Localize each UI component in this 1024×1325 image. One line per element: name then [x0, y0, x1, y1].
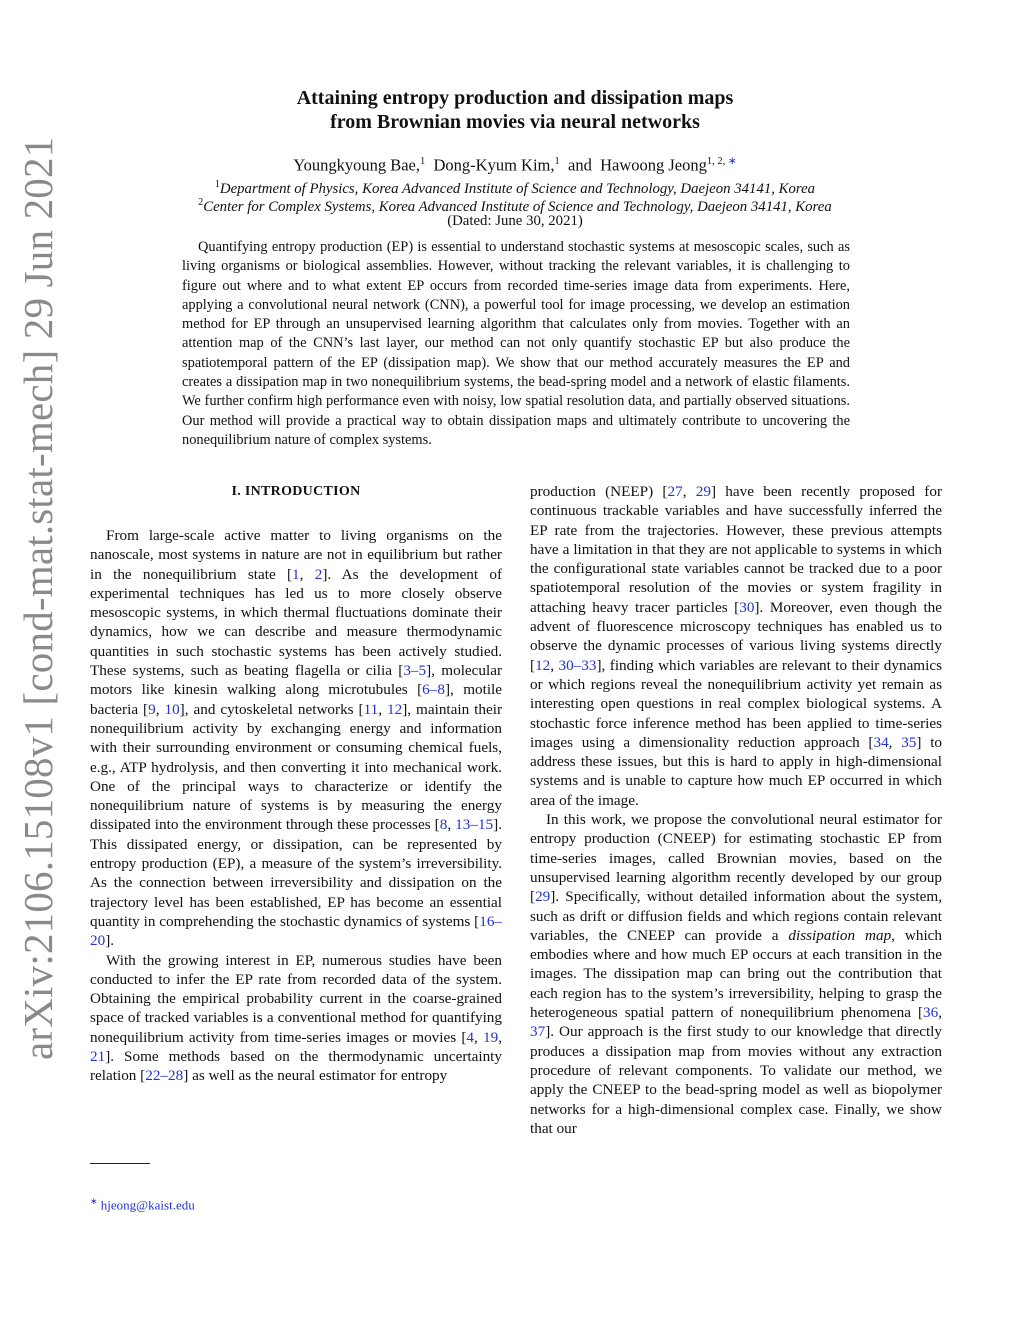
- citation-link[interactable]: 19: [483, 1028, 499, 1046]
- footnote-mark: ∗: [90, 1196, 98, 1206]
- citation-link[interactable]: 9: [148, 700, 156, 718]
- author-2: Dong-Kyum Kim,: [433, 155, 555, 175]
- author-1: Youngkyoung Bae,: [293, 155, 420, 175]
- citation-link[interactable]: 13–15: [455, 816, 494, 834]
- affiliation-1-mark: 1: [214, 179, 220, 190]
- author-1-affil: 1: [420, 156, 426, 167]
- corresponding-author-link[interactable]: ∗: [727, 156, 737, 167]
- citation-link[interactable]: 12: [535, 656, 551, 674]
- emphasis-dissipation-map: dissipation map: [788, 926, 892, 944]
- author-3-affil: 1, 2, ∗: [706, 156, 737, 167]
- paper-title: [180, 86, 850, 134]
- title-line-2: from Brownian movies via neural networks: [330, 111, 700, 133]
- footnote-rule: [90, 1163, 150, 1164]
- citation-link[interactable]: 1: [292, 565, 300, 583]
- author-2-affil: 1: [554, 156, 560, 167]
- left-column: [90, 482, 502, 1086]
- citation-link[interactable]: 8: [439, 816, 448, 834]
- citation-link[interactable]: 2: [314, 565, 323, 583]
- affiliation-2-text: Center for Complex Systems, Korea Advanced Institute of Science and Technology, Daejeon 34141, Korea: [203, 198, 832, 215]
- citation-link[interactable]: 21: [90, 1048, 106, 1066]
- section-heading: I. INTRODUCTION: [231, 484, 361, 499]
- abstract: Quantifying entropy production (EP) is essential to understand stochastic systems at mesoscopic scales, such as living organisms or biological assemblies. However, without tracking the relevant variables, it is challenging to figure out where and to what extent EP occurs from recorded time-series image data from experiments. Here, applying a convolutional neural network (CNN), a powerful tool for image processing, we develop an estimation method for EP through an unsupervised learning algorithm that calculates only from movies. Together with an attention map of the CNN’s last layer, our method can not only quantify stochastic EP but also produce the spatiotemporal pattern of the EP (dissipation map). We show that our method accurately measures the EP and creates a dissipation map in two nonequilibrium systems, the bead-spring model and a network of elastic filaments. We further confirm high performance even with noisy, low spatial resolution data, and partially observed situations. Our method will provide a practical way to obtain dissipation maps and ultimately contribute to uncovering the nonequilibrium nature of complex systems.: [182, 239, 850, 448]
- citation-link[interactable]: 12: [387, 700, 403, 718]
- citation-link[interactable]: 36: [923, 1004, 939, 1022]
- email-link[interactable]: hjeong@kaist.edu: [100, 1197, 195, 1213]
- citation-link[interactable]: 16–20: [90, 912, 502, 950]
- citation-link[interactable]: 4: [466, 1028, 475, 1046]
- citation-link[interactable]: 22–28: [145, 1067, 184, 1085]
- citation-link[interactable]: 10: [164, 700, 180, 718]
- right-column: [530, 482, 942, 1138]
- affiliation-2-mark: 2: [198, 197, 204, 208]
- intro-paragraph-4: In this work, we propose the convolutional neural estimator for entropy production (CNEEP) for estimating stochastic EP from time-series images, called Brownian movies, based on the unsupervised learning algorithm recently developed by our group [29]. Specifically, without detailed information about the system, such as drift or diffusion fields and which regions contain relevant variables, the CNEEP can provide a dissipation map, which embodies where and how much EP occurs at each transition in the images. The dissipation map can bring out the contribution that each region has to the system’s irreversibility, helping to grasp the heterogeneous spatial pattern of nonequilibrium phenomena [36, 37]. Our approach is the first study to our knowledge that directly produces a dissipation map from movies without any extraction procedure of relevant components. To validate our method, we apply the CNEEP to the bead-spring model as well as biopolymer networks for a high-dimensional complex case. Finally, we show that our: [530, 811, 943, 1137]
- intro-paragraph-1: From large-scale active matter to living organisms on the nanoscale, most systems in nature are not in equilibrium but rather in the nonequilibrium state [1, 2]. As the development of experimental techniques has led us to more closely observe mesoscopic systems, in which thermal fluctuations dominate their dynamics, how we can describe and measure thermodynamic quantities in such stochastic systems has been actively studied. These systems, such as beating flagella or cilia [3–5], molecular motors like kinesin walking along microtubules [6–8], motile bacteria [9, 10], and cytoskeletal networks [11, 12], maintain their nonequilibrium activity by exchanging energy and information with their surrounding environment or consuming chemical fuels, e.g., ATP hydrolysis, and then converting it into mechanical work. One of the principal ways to characterize or identify the nonequilibrium nature of systems is by measuring the energy dissipated into the environment through these processes [8, 13–15]. This dissipated energy, or dissipation, can be represented by entropy production (EP), a measure of the system’s irreversibility. As the connection between irreversibility and dissipation on the trajectory level has been established, EP has become an essential quantity in comprehending the stochastic dynamics of systems [16–20].: [90, 527, 503, 950]
- title-line-1: Attaining entropy production and dissipation maps: [296, 87, 734, 109]
- dated-line: (Dated: June 30, 2021): [447, 213, 583, 229]
- author-conjunction: and: [568, 155, 592, 175]
- citation-link[interactable]: 29: [695, 483, 711, 500]
- citation-link[interactable]: 27: [667, 483, 683, 500]
- citation-link[interactable]: 34: [873, 733, 889, 751]
- intro-paragraph-3: production (NEEP) [27, 29] have been recently proposed for continuous trackable variables and have successfully inferred the EP rate from the trajectories. However, these previous attempts have a limitation in that they are not applicable to systems in which the configurational state variables cannot be tracked due to a poor spatiotemporal resolution of the movies or system fragility in attaching heavy tracer particles [30]. Moreover, even though the advent of fluorescence microscopy techniques has enabled us to observe the dynamic processes of various living systems directly [12, 30–33], finding which variables are relevant to their dynamics or which regions reveal the nonequilibrium activity yet remain as interesting open questions in real complex biological systems. A stochastic force inference method has been applied to time-series images using a dimensionality reduction approach [34, 35] to address these issues, but this is hard to apply in high-dimensional systems and is unable to capture how much EP occurred in which area of the image.: [530, 483, 943, 809]
- citation-link[interactable]: 30: [739, 598, 755, 616]
- author-list: [180, 152, 850, 176]
- intro-paragraph-2: With the growing interest in EP, numerous studies have been conducted to infer the EP rate from recorded data of the system. Obtaining the empirical probability current in the coarse-grained space of tracked variables is a conventional method for quantifying nonequilibrium activity from time-series images or movies [4, 19, 21]. Some methods based on the thermodynamic uncertainty relation [22–28] as well as the neural estimator for entropy: [90, 951, 503, 1085]
- footnote: [90, 1193, 195, 1213]
- citation-link[interactable]: 29: [535, 888, 551, 906]
- citation-link[interactable]: 11: [363, 700, 379, 718]
- citation-link[interactable]: 37: [530, 1023, 546, 1041]
- citation-link[interactable]: 6–8: [422, 681, 445, 699]
- arxiv-identifier: arXiv:2106.15108v1 [cond-mat.stat-mech] 29 Jun 2021: [15, 136, 61, 1060]
- citation-link[interactable]: 30–33: [558, 656, 597, 674]
- citation-link[interactable]: 3–5: [403, 662, 427, 680]
- affiliation-1-text: Department of Physics, Korea Advanced Institute of Science and Technology, Daejeon 34141, Korea: [219, 180, 816, 197]
- author-3: Hawoong Jeong: [600, 155, 707, 175]
- citation-link[interactable]: 35: [901, 733, 917, 751]
